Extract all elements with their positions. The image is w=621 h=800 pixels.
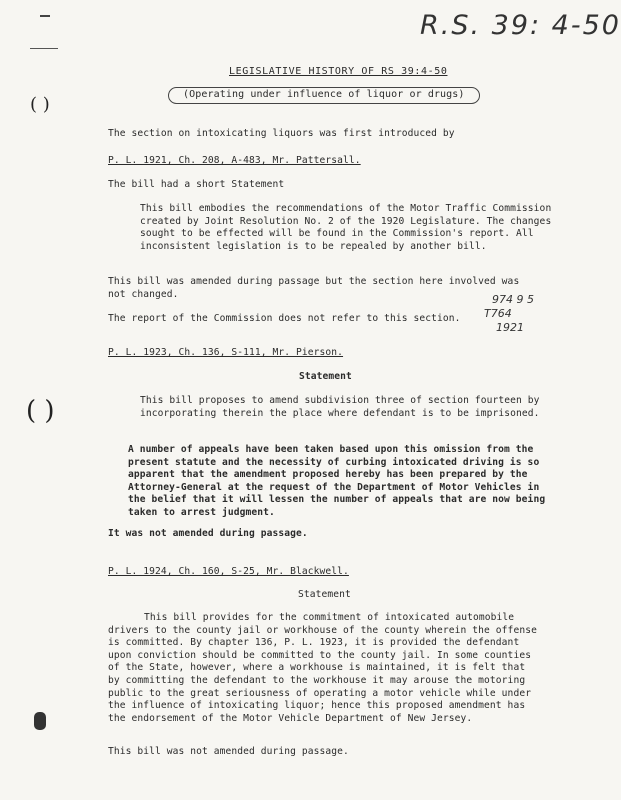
scan-mark-dash [30, 48, 58, 49]
punch-hole-middle: ( ) [26, 396, 55, 426]
section-1-note-report: The report of the Commission does not refer to this section. [108, 313, 461, 324]
section-1-note-amended: This bill was amended during passage but the section here involved was not changed. [108, 276, 520, 300]
punch-hole-bottom [34, 712, 46, 730]
section-2-statement-para-1: This bill proposes to amend subdivision three of section fourteen by incorporating therein the place where defendant is to be imprisoned. [140, 395, 540, 419]
scan-mark-top [40, 15, 50, 17]
handwritten-note-line-2: T764 [484, 307, 512, 320]
section-3-note: This bill was not amended during passage. [108, 746, 349, 757]
section-1-pre-statement: The bill had a short Statement [108, 179, 285, 190]
section-intro: The section on intoxicating liquors was first introduced by [108, 128, 455, 139]
document-title: LEGISLATIVE HISTORY OF RS 39:4-50 [229, 66, 448, 77]
section-3-heading: P. L. 1924, Ch. 160, S-25, Mr. Blackwell. [108, 566, 349, 577]
punch-hole-top: ( ) [30, 94, 50, 115]
section-3-statement: This bill provides for the commitment of intoxicated automobile drivers to the county jail or workhouse of the county wherein the offense is committed. By chapter 136, P. L. 1923, it is provided the defendant upon conviction should be committed to the county jail. In some counties of the State, however, where a workhouse is maintained, it is felt that by committing the defendant to the workhouse it may arouse the motoring public to the great seriousness of operating a motor vehicle while under the influence of intoxicating liquor; hence this proposed amendment has the endorsement of the Motor Vehicle Department of New Jersey. [108, 612, 537, 724]
section-2-statement-label: Statement [299, 371, 352, 382]
section-1-heading: P. L. 1921, Ch. 208, A-483, Mr. Pattersall. [108, 155, 361, 166]
handwritten-note-line-1: 974 9 5 [492, 293, 534, 306]
document-subtitle: (Operating under influence of liquor or drugs) [168, 87, 480, 104]
handwritten-note-line-3: 1921 [496, 321, 524, 334]
handwritten-reference: R.S. 39: 4-50 [420, 10, 621, 41]
section-2-statement-para-2: A number of appeals have been taken based upon this omission from the present statute and the necessity of curbing intoxicated driving is so apparent that the amendment proposed hereby has been prepared by the Attorney-General at the request of the Department of Motor Vehicles in the belief that it will lessen the number of appeals that are now being taken to arrest judgment. [128, 444, 546, 518]
section-1-statement: This bill embodies the recommendations of the Motor Traffic Commission created by Joint Resolution No. 2 of the 1920 Legislature. The changes sought to be effected will be found in the Commission's report. All inconsistent legislation is to be repealed by another bill. [140, 203, 552, 252]
section-3-statement-label: Statement [298, 589, 351, 600]
section-2-note: It was not amended during passage. [108, 528, 308, 539]
section-2-heading: P. L. 1923, Ch. 136, S-111, Mr. Pierson. [108, 347, 344, 358]
